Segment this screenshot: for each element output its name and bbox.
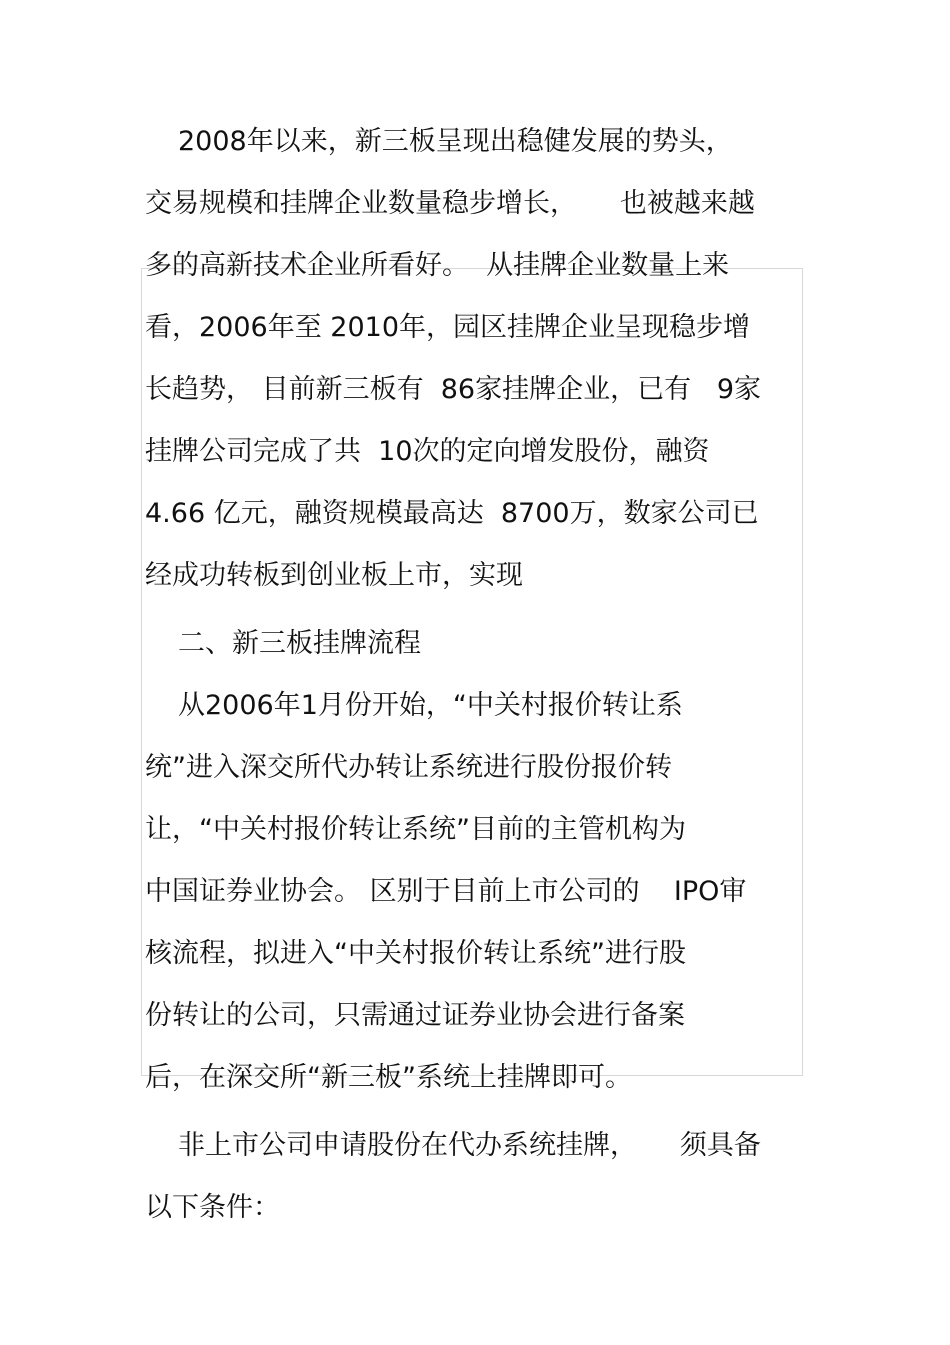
paragraph-line: 非上市公司申请股份在代办系统挂牌， 须具备: [178, 1130, 761, 1161]
paragraph-line: 从2006年1月份开始，“中关村报价转让系: [178, 690, 683, 721]
section-heading: 二、新三板挂牌流程: [178, 628, 421, 659]
paragraph-line: 让，“中关村报价转让系统”目前的主管机构为: [145, 814, 686, 845]
paragraph-line: 多的高新技术企业所看好。 从挂牌企业数量上来: [145, 250, 730, 281]
paragraph-line: 统”进入深交所代办转让系统进行股份报价转: [145, 752, 672, 783]
paragraph-line: 以下条件：: [145, 1192, 280, 1223]
paragraph-line: 后，在深交所“新三板”系统上挂牌即可。: [145, 1062, 632, 1093]
paragraph-line: 经成功转板到创业板上市，实现: [145, 560, 523, 591]
paragraph-line: 长趋势， 目前新三板有 86家挂牌企业，已有 9家: [145, 374, 762, 405]
paragraph-line: 核流程，拟进入“中关村报价转让系统”进行股: [145, 938, 686, 969]
paragraph-line: 4.66 亿元，融资规模最高达 8700万，数家公司已: [145, 498, 759, 529]
paragraph-line: 2008年以来，新三板呈现出稳健发展的势头，: [178, 126, 733, 157]
paragraph-line: 看，2006年至 2010年，园区挂牌企业呈现稳步增: [145, 312, 751, 343]
paragraph-line: 交易规模和挂牌企业数量稳步增长， 也被越来越: [145, 188, 755, 219]
paragraph-line: 挂牌公司完成了共 10次的定向增发股份，融资: [145, 436, 710, 467]
paragraph-line: 份转让的公司，只需通过证券业协会进行备案: [145, 1000, 685, 1031]
paragraph-line: 中国证券业协会。 区别于目前上市公司的 IPO审: [145, 876, 747, 907]
